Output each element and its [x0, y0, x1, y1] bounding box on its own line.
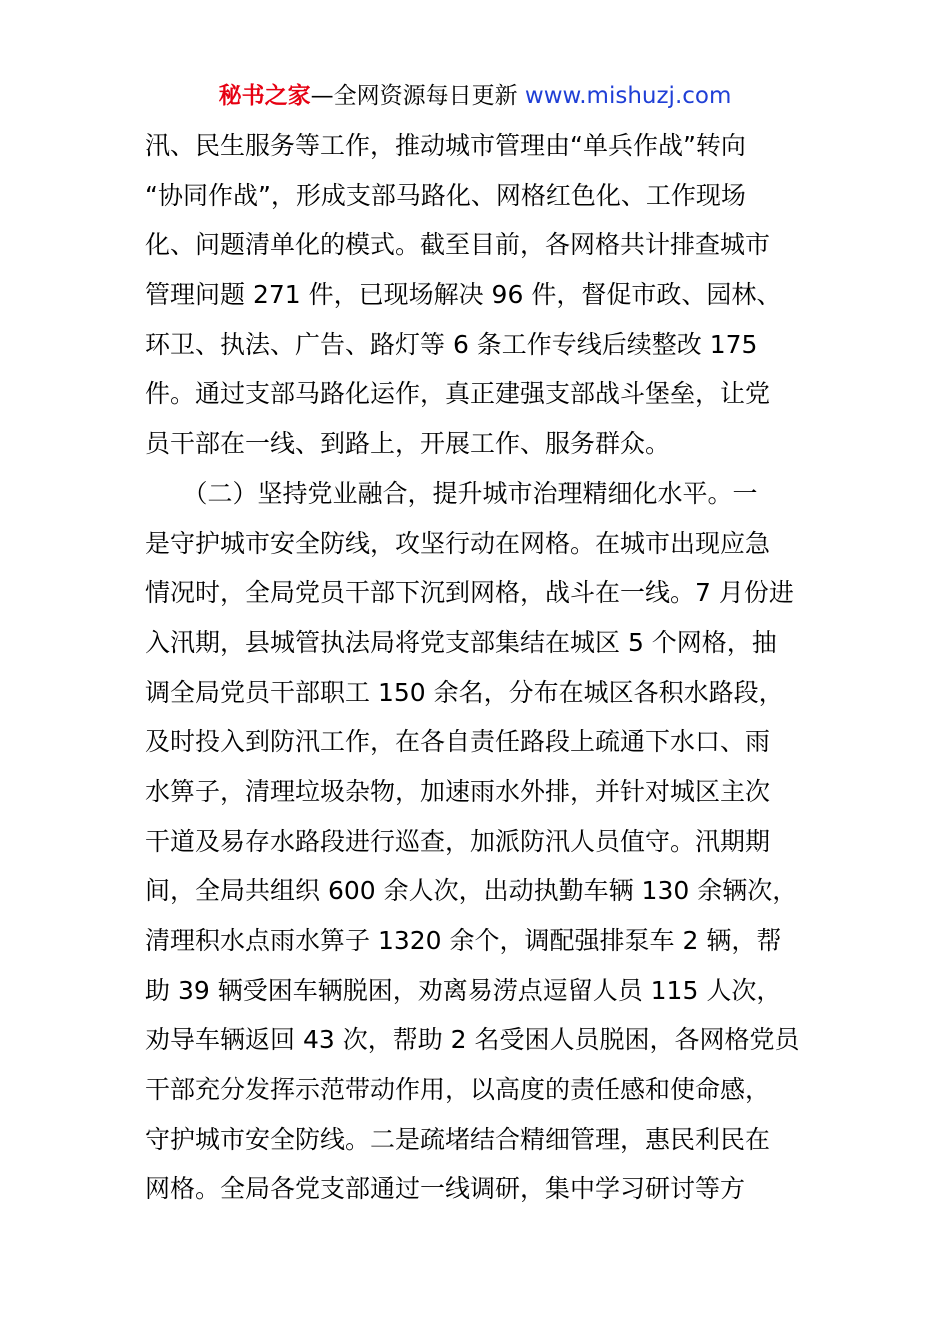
text-line: 劝导车辆返回 43 次，帮助 2 名受困人员脱困，各网格党员	[145, 1025, 800, 1055]
text-line: 环卫、执法、广告、路灯等 6 条工作专线后续整改 175	[145, 329, 758, 359]
text-line: 助 39 辆受困车辆脱困，劝离易涝点逗留人员 115 人次，	[145, 975, 782, 1005]
text-line: 件。通过支部马路化运作，真正建强支部战斗堡垒，让党	[145, 379, 771, 409]
text-line: 情况时，全局党员干部下沉到网格，战斗在一线。7 月份进	[145, 578, 794, 608]
text-line: 调全局党员干部职工 150 余名，分布在城区各积水路段，	[145, 677, 784, 707]
text-line: 入汛期，县城管执法局将党支部集结在城区 5 个网格，抽	[145, 627, 777, 657]
text-line: 干部充分发挥示范带动作用，以高度的责任感和使命感，	[145, 1075, 771, 1105]
site-url-link[interactable]: www.mishuzj.com	[524, 83, 732, 109]
text-line: 守护城市安全防线。二是疏堵结合精细管理，惠民利民在	[145, 1124, 771, 1154]
text-line: 水箅子，清理垃圾杂物，加速雨水外排，并针对城区主次	[145, 776, 771, 806]
text-line: 员干部在一线、到路上，开展工作、服务群众。	[145, 429, 671, 459]
brand-name: 秘书之家	[218, 83, 311, 109]
section-heading-line: （二）坚持党业融合，提升城市治理精细化水平。一	[145, 478, 758, 508]
header-tagline: —全网资源每日更新	[310, 83, 525, 109]
text-line: 及时投入到防汛工作，在各自责任路段上疏通下水口、雨	[145, 727, 771, 757]
site-header	[0, 80, 950, 112]
text-line: 是守护城市安全防线，攻坚行动在网格。在城市出现应急	[145, 528, 771, 558]
body-text	[145, 121, 810, 1214]
text-line: 清理积水点雨水箅子 1320 余个，调配强排泵车 2 辆，帮	[145, 926, 782, 955]
text-line: 间，全局共组织 600 余人次，出动执勤车辆 130 余辆次，	[145, 876, 798, 906]
text-line: 汛、民生服务等工作，推动城市管理由“单兵作战”转向	[145, 131, 746, 160]
text-line: 化、问题清单化的模式。截至目前，各网格共计排查城市	[145, 230, 771, 260]
text-line: “协同作战”，形成支部马路化、网格红色化、工作现场	[145, 180, 746, 210]
text-line: 网格。全局各党支部通过一线调研，集中学习研讨等方	[145, 1174, 746, 1204]
text-line: 干道及易存水路段进行巡查，加派防汛人员值守。汛期期	[145, 826, 771, 856]
text-line: 管理问题 271 件，已现场解决 96 件，督促市政、园林、	[145, 280, 782, 310]
